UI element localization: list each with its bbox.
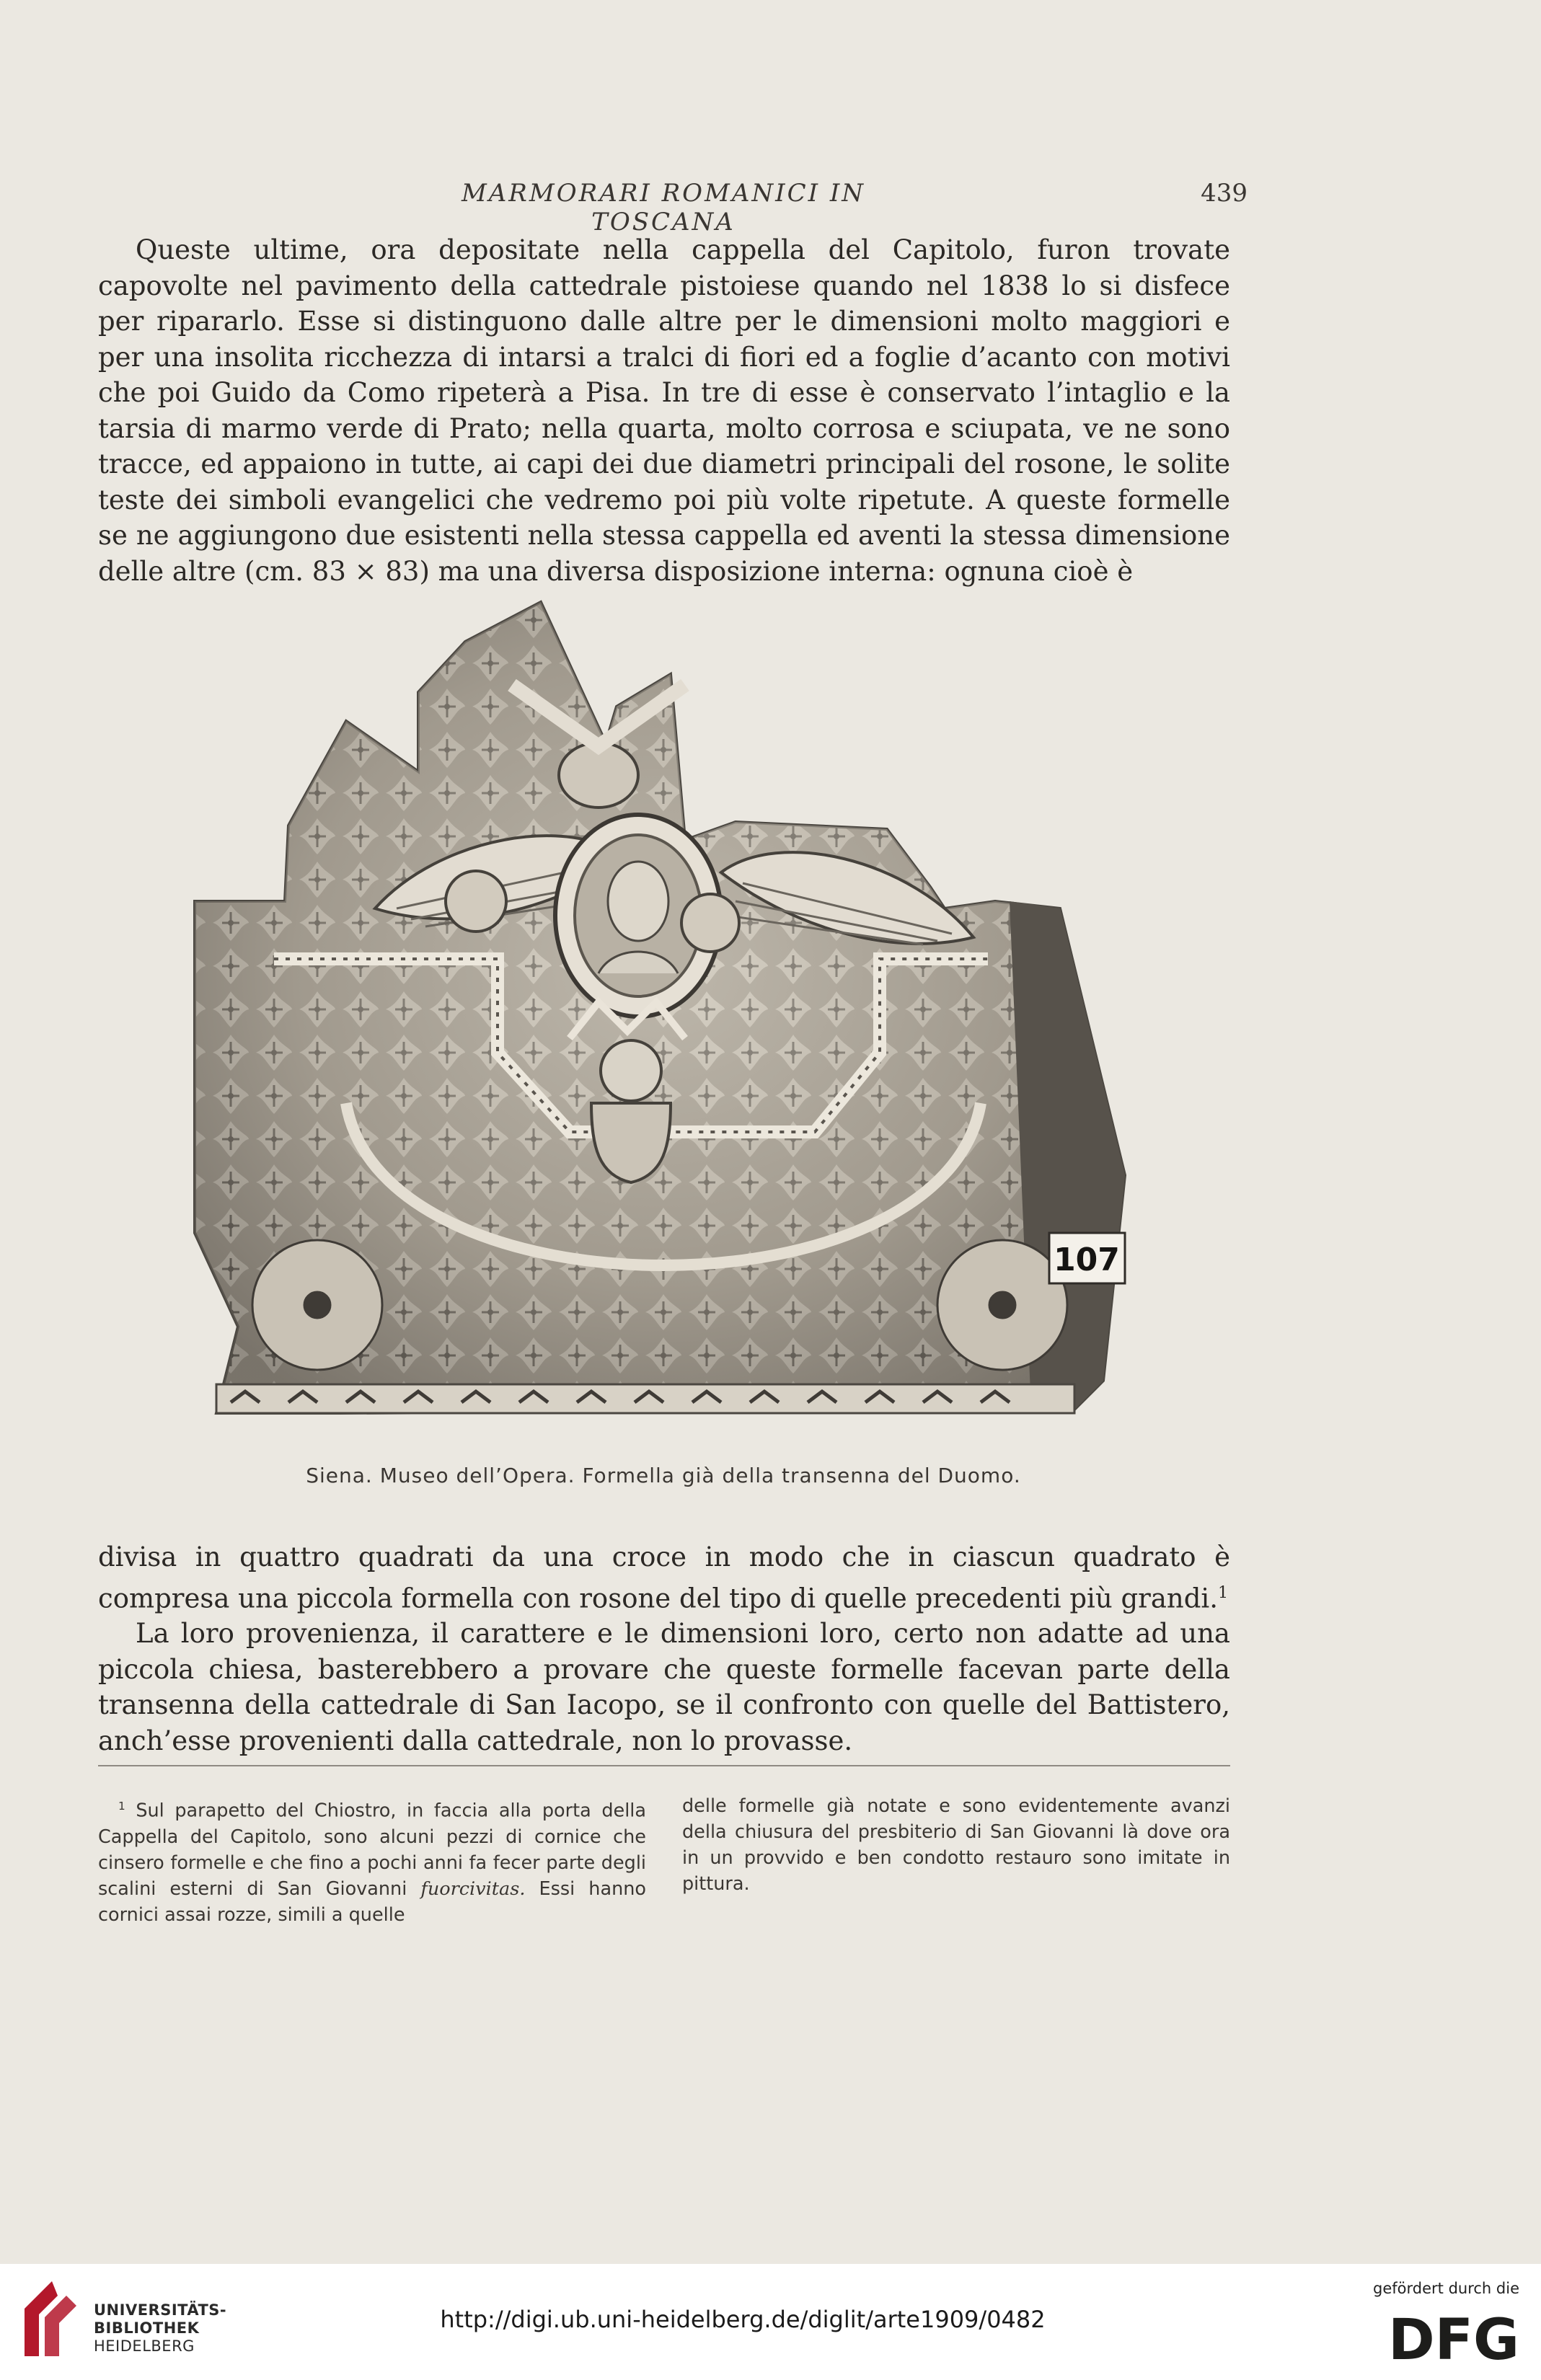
paragraph-3-text: La loro provenienza, il carattere e le dimensioni loro, certo non adatte ad una piccola chiesa, basterebbero a provare che queste formelle facevan parte della transenna della cattedrale di San Iacopo, se il confronto con quelle del Battistero, anch’esse provenienti dalla cattedrale, non lo provasse.: [98, 1618, 1230, 1756]
institution-name: [94, 2301, 226, 2355]
paragraph-2: [98, 1539, 1230, 1759]
institution-line-3: HEIDELBERG: [94, 2337, 195, 2355]
page-number: 439: [1201, 179, 1248, 208]
permalink-url[interactable]: http://digi.ub.uni-heidelberg.de/diglit/arte1909/0482: [440, 2306, 1046, 2333]
paragraph-1: [98, 232, 1230, 589]
paragraph-2-text: divisa in quattro quadrati da una croce in modo che in ciascun quadrato è compresa una piccola formella con rosone del tipo di quelle precedenti più grandi.: [98, 1541, 1230, 1614]
footnote-italic-term: fuorcivitas.: [420, 1877, 526, 1900]
figure-caption: Siena. Museo dell’Opera. Formella già della transenna del Duomo.: [306, 1464, 1021, 1487]
dfg-logo-icon: [1375, 2309, 1519, 2366]
institution-line-2: BIBLIOTHEK: [94, 2319, 200, 2337]
funder-logo-text: DFG: [1387, 2309, 1519, 2366]
marble-relief-image: [166, 598, 1190, 1453]
funder-text: gefördert durch die: [1373, 2280, 1519, 2297]
footnote-text-1: Sul parapetto del Chiostro, in faccia alla porta della Cappella del Capitolo, sono alcuni pezzi di cornice che cinsero formelle e che fino a pochi anni fa fecer parte degli scalini esterni di San Giovanni: [98, 1800, 646, 1900]
footnote-text-1-tail: Essi hanno cornici assai rozze, simili a quelle: [98, 1877, 647, 1926]
running-title: MARMORARI ROMANICI IN TOSCANA: [461, 179, 866, 236]
footnote-mark: 1: [118, 1800, 125, 1813]
footnote-reference: 1: [1218, 1583, 1229, 1602]
digitization-footer: [0, 2264, 1541, 2380]
footnote-column-2: [682, 1793, 1230, 1928]
footnote-text-2: delle formelle già notate e sono evidentemente avanzi della chiusura del presbiterio di San Giovanni là dove ora in un provvido e ben condotto restauro sono imitate in pittura.: [682, 1795, 1230, 1895]
paragraph-1-text: Queste ultime, ora depositate nella cappella del Capitolo, furon trovate capovolte nel pavimento della cattedrale pistoiese quando nel 1838 lo si disfece per ripararlo. Esse si distinguono dalle altre per le dimensioni molto maggiori e per una insolita ricchezza di intarsi a tralci di fiori ed a foglie d’acanto con motivi che poi Guido da Como ripeterà a Pisa. In tre di esse è conservato l’intaglio e la tarsia di marmo verde di Prato; nella quarta, molto corrosa e sciupata, ve ne sono tracce, ed appaiono in tutte, ai capi dei due diametri principali del rosone, le solite teste dei simboli evangelici che vedremo poi più volte ripetute. A queste formelle se ne aggiungono due esistenti nella stessa cappella ed aventi la stessa dimensione delle altre (cm. 83 × 83) ma una diversa disposizione interna: ognuna cioè è: [98, 234, 1230, 587]
footnotes: [98, 1793, 1230, 1928]
institution-line-1: UNIVERSITÄTS-: [94, 2301, 227, 2319]
footnote-column-1: [98, 1793, 646, 1928]
footnote-divider: [98, 1765, 1230, 1766]
university-library-logo: [16, 2275, 82, 2362]
relief-photograph: [166, 598, 1190, 1453]
inventory-label: 107: [1054, 1242, 1120, 1278]
